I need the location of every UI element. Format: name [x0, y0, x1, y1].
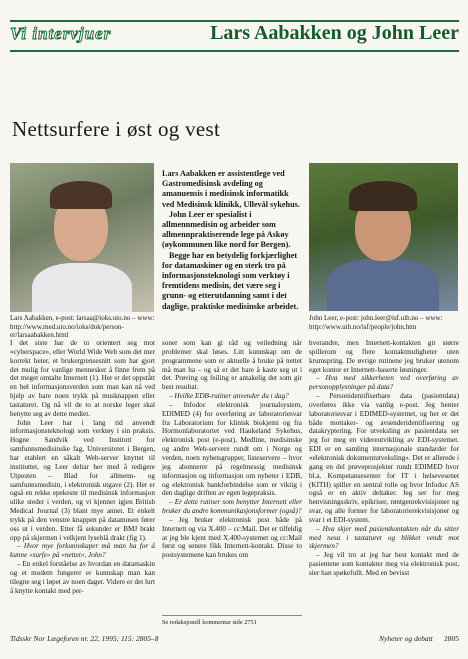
body-paragraph: hverandre, men Internett-kontakten gir større spillerom og flere kontaktmuligheter uten krumspring. De øvrige rutinene jeg bruker utenom eget kontor er Internett-baserte løsninger. — [309, 339, 459, 374]
body-paragraph: – Jeg bruker elektronisk post både på Internett og via X.400 – cc:Mail. Det er tilfeldig at jeg ble kjent med X.400-systemet og cc:Mail først og senere fikk Internett-kontakt. Disse to postsystemene kan brukes om — [162, 515, 302, 560]
interviewee-names: Lars Aabakken og John Leer — [210, 22, 459, 44]
body-paragraph: John Leer har i lang tid anvendt informasjonsteknologi som verktøy i sin praksis. Hogne Sandvik ved Institutt for samfunnsmedisinske fag, Universitetet i Bergen, har etablert en såkalt Web-server knyttet til instituttet, og Leer deltar her med å redigere Utposten – Blad for allmenn- og samfunnsmedisin, i elektronisk utgave (2). Her er også en rekke epekesnr til medisinsk informasjon ulike steder i verden, og vi kjenner igjen British Medical Journal (3) blant mye annet. Et enkelt trykk på den venstre knappen på datamusen fører oss ut i verden. Etter få sekunder er BMJ brakt opp på skjermen i velkjent lyseblå drakt (fig 1). — [10, 418, 155, 542]
editorial-note: Se redaksjonell kommentar side 2751 — [162, 615, 302, 626]
interview-question: – Er dette rutiner som benytter Internett eller bruker du andre kommunikasjonsformer (også)? — [162, 498, 302, 516]
body-paragraph: – Infodoc elektronisk journalsystem, EDIMED (4) for overføring av laboratoriesvar fra Laboratorium for klinisk biokjemi og fra Hormonlaboratoriet ved Haukeland Sykehus, elektronisk post (e-post), Medline, medisinske og andre Web-servere rundt om i Norge og verden, noen nyhetsgrupper, listeservere – hvor jeg abonnerer på regelmessig medisinsk informasjon og informasjon om nyheter i EDB, og elektronisk bankforbindelse som er viktig i den daglige driften av egen legepraksis. — [162, 400, 302, 498]
lead-paragraph-3: Begge har en betydelig forkjærlighet for datamaskiner og en sterk tro på informasjonsteknologi som verktøy i fremtidens medisin, det være seg i grunn- og etterutdanning samt i det daglige, praktiske medisinske arbeidet. — [162, 250, 299, 311]
footer-section: Nyheter og debatt — [379, 634, 433, 643]
lead-paragraph-1: Lars Aabakken er assistentlege ved Gastromedisinsk avdeling og amanuensis i medisinsk informatikk ved Medisinsk klinikk, Ullevål sykehus. — [162, 169, 300, 209]
article-title: Nettsurfere i øst og vest — [12, 117, 221, 141]
interview-question: – Hva med sikkerheten ved overføring av personopplysninger på data? — [309, 374, 459, 392]
text-column-1 — [10, 339, 155, 595]
lead-paragraph-2: John Leer er spesialist i allmennmedisin og arbeider som allmennpraktiserende lege på Askøy (øykommunen like nord for Bergen). — [162, 209, 291, 250]
journal-citation: Tidsskr Nor Lægeforen nr. 22, 1995; 115: 2805–8 — [10, 634, 159, 643]
lead-paragraph — [162, 169, 300, 312]
body-paragraph: soner som kan gi råd og veiledning når problemer skal løses. Litt kunnskap om de programmene som er aktuelle å bruke på nettet må man ha – og så er det bare å kaste seg ut i det. Prøving og feiling er antakelig det som gir best resultat. — [162, 339, 302, 392]
interview-question: – Hvor mye forkunnskaper må man ha for å kunne «surfe» på «nettet», John? — [10, 542, 155, 560]
caption-john-leer: John Leer, e-post: john.leer@isf.uib.no – www: http://www.uib.no/isf/people/john.htm — [309, 314, 443, 331]
footer-section-page — [379, 634, 459, 643]
photo-lars-aabakken — [10, 163, 154, 312]
body-paragraph: I det siste har de to orientert seg mot «cyberspace», eller World Wide Web som det mer korrekt heter, et brukergrensesnitt som har gjort det mulig for vanlige mennesker å finne frem på det meget omtalte Internett (1). Her er det oppstått en bøl informasjonsverden som man kan nå ved hjelp av bare noen trykk på musknappen eller tastaturet. Og nå vil de to at norske leger skal benytte seg av dette mediet. — [10, 339, 155, 418]
caption-lars-aabakken: Lars Aabakken, e-post: larsaa@ioks.uio.no – www: http://www.med.uio.no/ioks/dok/person-er/larsaabakken.html — [10, 314, 155, 339]
page-header — [10, 20, 459, 52]
text-column-2 — [162, 339, 302, 560]
body-paragraph: – En enkel forståelse av hvordan en datamaskin og et modem fungerer er kunnskap man kan tilegne seg i løpet av noen dager. Videre er det lurt å knytte kontakt med per- — [10, 560, 155, 595]
body-paragraph: – Jeg vil tro at jeg har best kontakt med de pasientene som kontakter meg via elektronisk post, sier han spøkefullt. Med en bevisst — [309, 551, 459, 577]
interview-question: – Hvilke EDB-rutiner anvender du i dag? — [169, 392, 289, 401]
page-number: 2805 — [444, 634, 459, 643]
interview-question: – Hva skjer med pasientkontakten når du sitter med nesa i tastaturet og blikket vendt mot skjermen? — [309, 524, 459, 551]
body-paragraph: – Personidentifiserbare data (pasientdata) overføres ikke via vanlig e-post. Jeg henter laboratoriesvar i EDIMED-systemet, og her er det både mottaker- og avsenderidentifisering og datakryptering. For utveksling av pasientdata ser jeg for meg en videreutvikling av EDI-systemet. EDI er en samling internasjonale standarder for «elektronisk dokumentutveksling». Det er allerede i gang en del prøveprosjekter rundt EDIMED hvor bl.a. Kompetansesenter for IT i helsevesenet (KITH) spiller en sentral rolle og hvor Infodoc AS også er en aktiv deltaker. Jeg ser for meg henvisningsskriv, epikriser, røntgenrekvisisjoner og svar, og alle former for laboratorierekvisisjoner og svar i et EDI-system. — [309, 392, 459, 524]
section-label: Vi intervjuer — [10, 24, 112, 43]
photo-john-leer — [309, 163, 458, 311]
text-column-3 — [309, 339, 459, 578]
